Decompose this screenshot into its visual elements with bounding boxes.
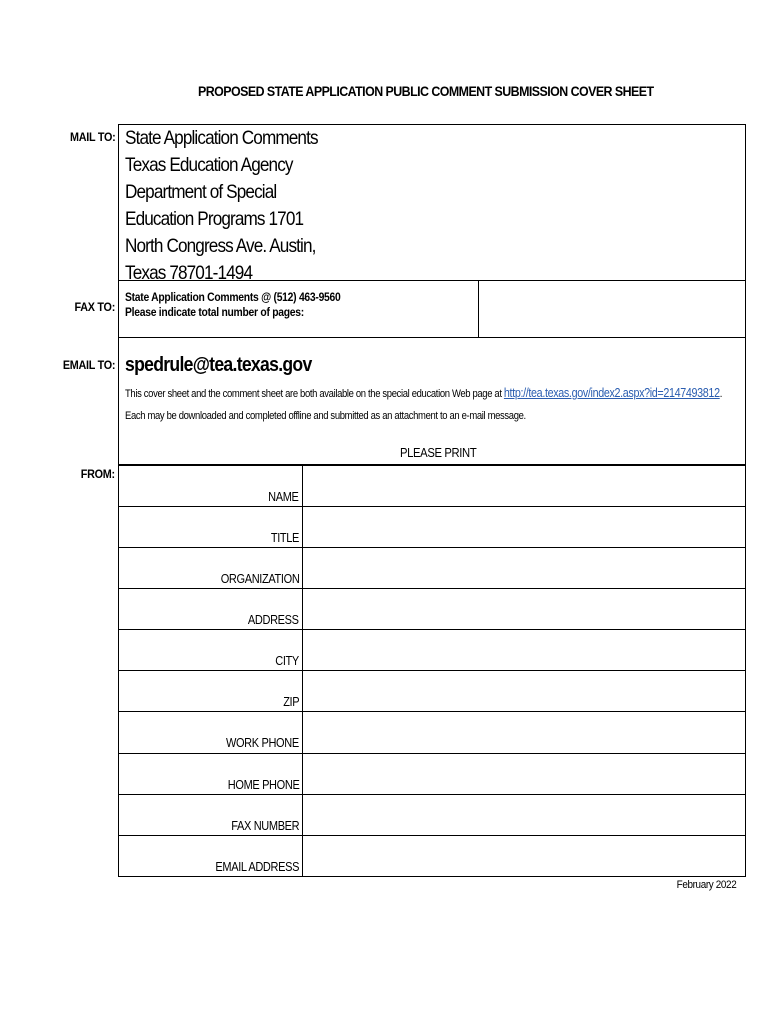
mail-line: Texas 78701-1494	[125, 262, 253, 280]
fax-pages-field[interactable]	[480, 281, 745, 337]
mail-address-block	[125, 125, 395, 280]
from-row-address	[119, 588, 745, 629]
mail-line: State Application Comments	[125, 127, 318, 149]
fax-pages-prompt: Please indicate total number of pages:	[125, 307, 304, 319]
from-field-label: TITLE	[270, 531, 299, 545]
from-row-work-phone	[119, 711, 745, 752]
fax-number-field[interactable]	[303, 795, 745, 835]
from-fields-table	[118, 464, 746, 877]
from-field-label: ZIP	[282, 695, 299, 709]
please-print-label: PLEASE PRINT	[400, 446, 477, 460]
from-field-label: ADDRESS	[248, 613, 299, 627]
mail-line: Education Programs 1701	[125, 208, 304, 230]
email-note-download: Each may be downloaded and completed offline and submitted as an attachment to an e-mail message.	[125, 410, 526, 422]
email-address-field[interactable]	[303, 836, 745, 876]
from-row-fax-number	[119, 794, 745, 835]
from-row-name	[119, 465, 745, 506]
home-phone-field[interactable]	[303, 754, 745, 794]
mail-to-box	[118, 124, 746, 281]
from-field-label: ORGANIZATION	[220, 572, 299, 586]
address-field[interactable]	[303, 589, 745, 629]
fax-to-box	[118, 280, 746, 338]
fax-text	[125, 291, 341, 321]
revision-date: February 2022	[676, 879, 736, 891]
mail-line: Department of Special	[125, 181, 277, 203]
fax-divider	[478, 281, 479, 337]
fax-to-label: FAX TO:	[74, 300, 115, 314]
page-title: PROPOSED STATE APPLICATION PUBLIC COMMENT SUBMISSION COVER SHEET	[198, 84, 654, 99]
zip-field[interactable]	[303, 671, 745, 711]
from-row-email-address	[119, 835, 745, 876]
sped-web-page-link[interactable]: http://tea.texas.gov/index2.aspx?id=2147493812	[503, 386, 720, 400]
email-address: spedrule@tea.texas.gov	[125, 354, 312, 376]
organization-field[interactable]	[303, 548, 745, 588]
name-field[interactable]	[303, 466, 745, 506]
from-field-label: FAX NUMBER	[231, 819, 299, 833]
mail-line: North Congress Ave. Austin,	[125, 235, 316, 257]
from-field-label: HOME PHONE	[227, 778, 299, 792]
mail-line: Texas Education Agency	[125, 154, 293, 176]
from-field-label: EMAIL ADDRESS	[215, 860, 299, 874]
title-field[interactable]	[303, 507, 745, 547]
email-to-label: EMAIL TO:	[62, 358, 115, 372]
from-row-title	[119, 506, 745, 547]
from-field-label: NAME	[268, 490, 299, 504]
email-note-availability	[125, 386, 722, 400]
from-row-home-phone	[119, 753, 745, 794]
email-note-suffix: .	[719, 388, 722, 400]
from-row-city	[119, 629, 745, 670]
work-phone-field[interactable]	[303, 712, 745, 752]
city-field[interactable]	[303, 630, 745, 670]
from-field-label: WORK PHONE	[226, 736, 299, 750]
fax-number-line: State Application Comments @ (512) 463-9560	[125, 292, 341, 304]
from-field-label: CITY	[275, 654, 299, 668]
from-row-organization	[119, 547, 745, 588]
from-label: FROM:	[80, 467, 115, 481]
email-to-box	[118, 337, 746, 465]
from-row-zip	[119, 670, 745, 711]
mail-to-label: MAIL TO:	[69, 130, 115, 144]
email-note-prefix: This cover sheet and the comment sheet are both available on the special education Web page at	[125, 388, 504, 400]
